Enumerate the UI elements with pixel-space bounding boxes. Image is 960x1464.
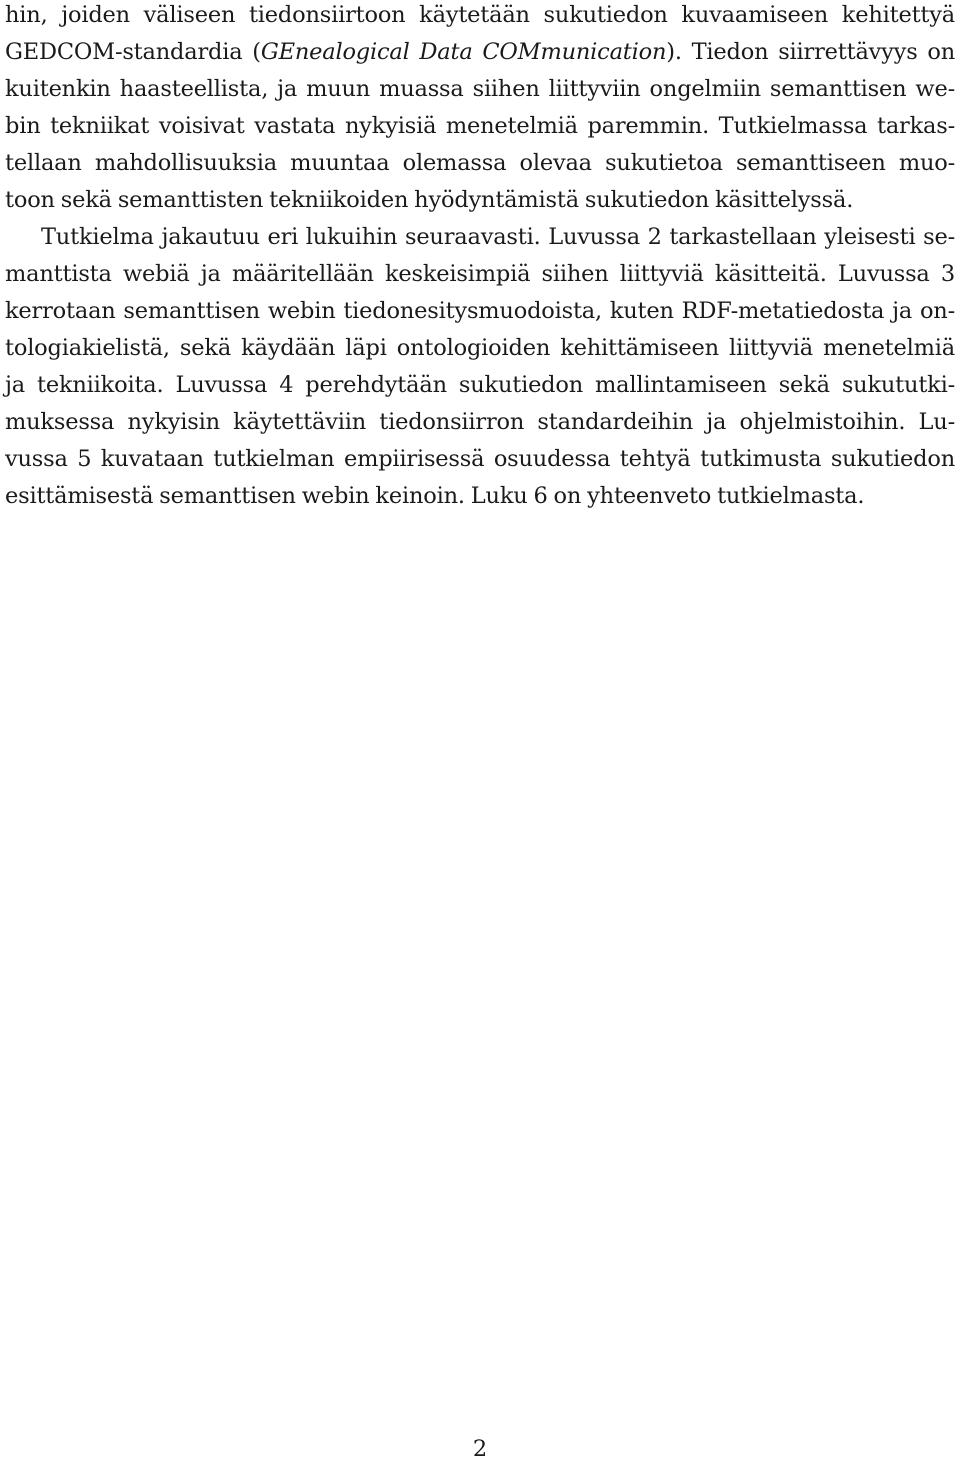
italic-term: GEnealogical Data COMmunication [260, 39, 667, 65]
text-line: toon sekä semanttisten tekniikoiden hyödyntämistä sukutiedon käsittelyssä. [5, 187, 854, 213]
page-number: 2 [472, 1436, 488, 1462]
text-span: ). Tiedon siirrettävyys on [666, 39, 955, 65]
text-line: esittämisestä semanttisen webin keinoin. Luku 6 on yhteenveto tutkielmasta. [5, 483, 865, 509]
text-line: kuitenkin haasteellista, ja muun muassa siihen liittyviin ongelmiin semanttisen we- [5, 76, 955, 102]
text-line [5, 37, 955, 67]
text-line: kerrotaan semanttisen webin tiedonesitysmuodoista, kuten RDF-metatiedosta ja on- [5, 298, 955, 324]
text-line: tellaan mahdollisuuksia muuntaa olemassa olevaa sukutietoa semanttiseen muo- [5, 150, 955, 176]
text-line: vussa 5 kuvataan tutkielman empiirisessä osuudessa tehtyä tutkimusta sukutiedon [5, 446, 955, 472]
text-line: Tutkielma jakautuu eri lukuihin seuraavasti. Luvussa 2 tarkastellaan yleisesti se- [41, 224, 955, 250]
text-line: muksessa nykyisin käytettäviin tiedonsiirron standardeihin ja ohjelmistoihin. Lu- [5, 409, 955, 435]
text-line: bin tekniikat voisivat vastata nykyisiä menetelmiä paremmin. Tutkielmassa tarkas- [5, 113, 955, 139]
text-line: ja tekniikoita. Luvussa 4 perehdytään sukutiedon mallintamiseen sekä sukututki- [5, 372, 955, 398]
text-line: tologiakielistä, sekä käydään läpi ontologioiden kehittämiseen liittyviä menetelmiä [5, 335, 955, 361]
text-span: GEDCOM-standardia ( [5, 39, 261, 65]
text-line: hin, joiden väliseen tiedonsiirtoon käytetään sukutiedon kuvaamiseen kehitettyä [5, 2, 955, 28]
text-line: manttista webiä ja määritellään keskeisimpiä siihen liittyviä käsitteitä. Luvussa 3 [5, 261, 955, 287]
